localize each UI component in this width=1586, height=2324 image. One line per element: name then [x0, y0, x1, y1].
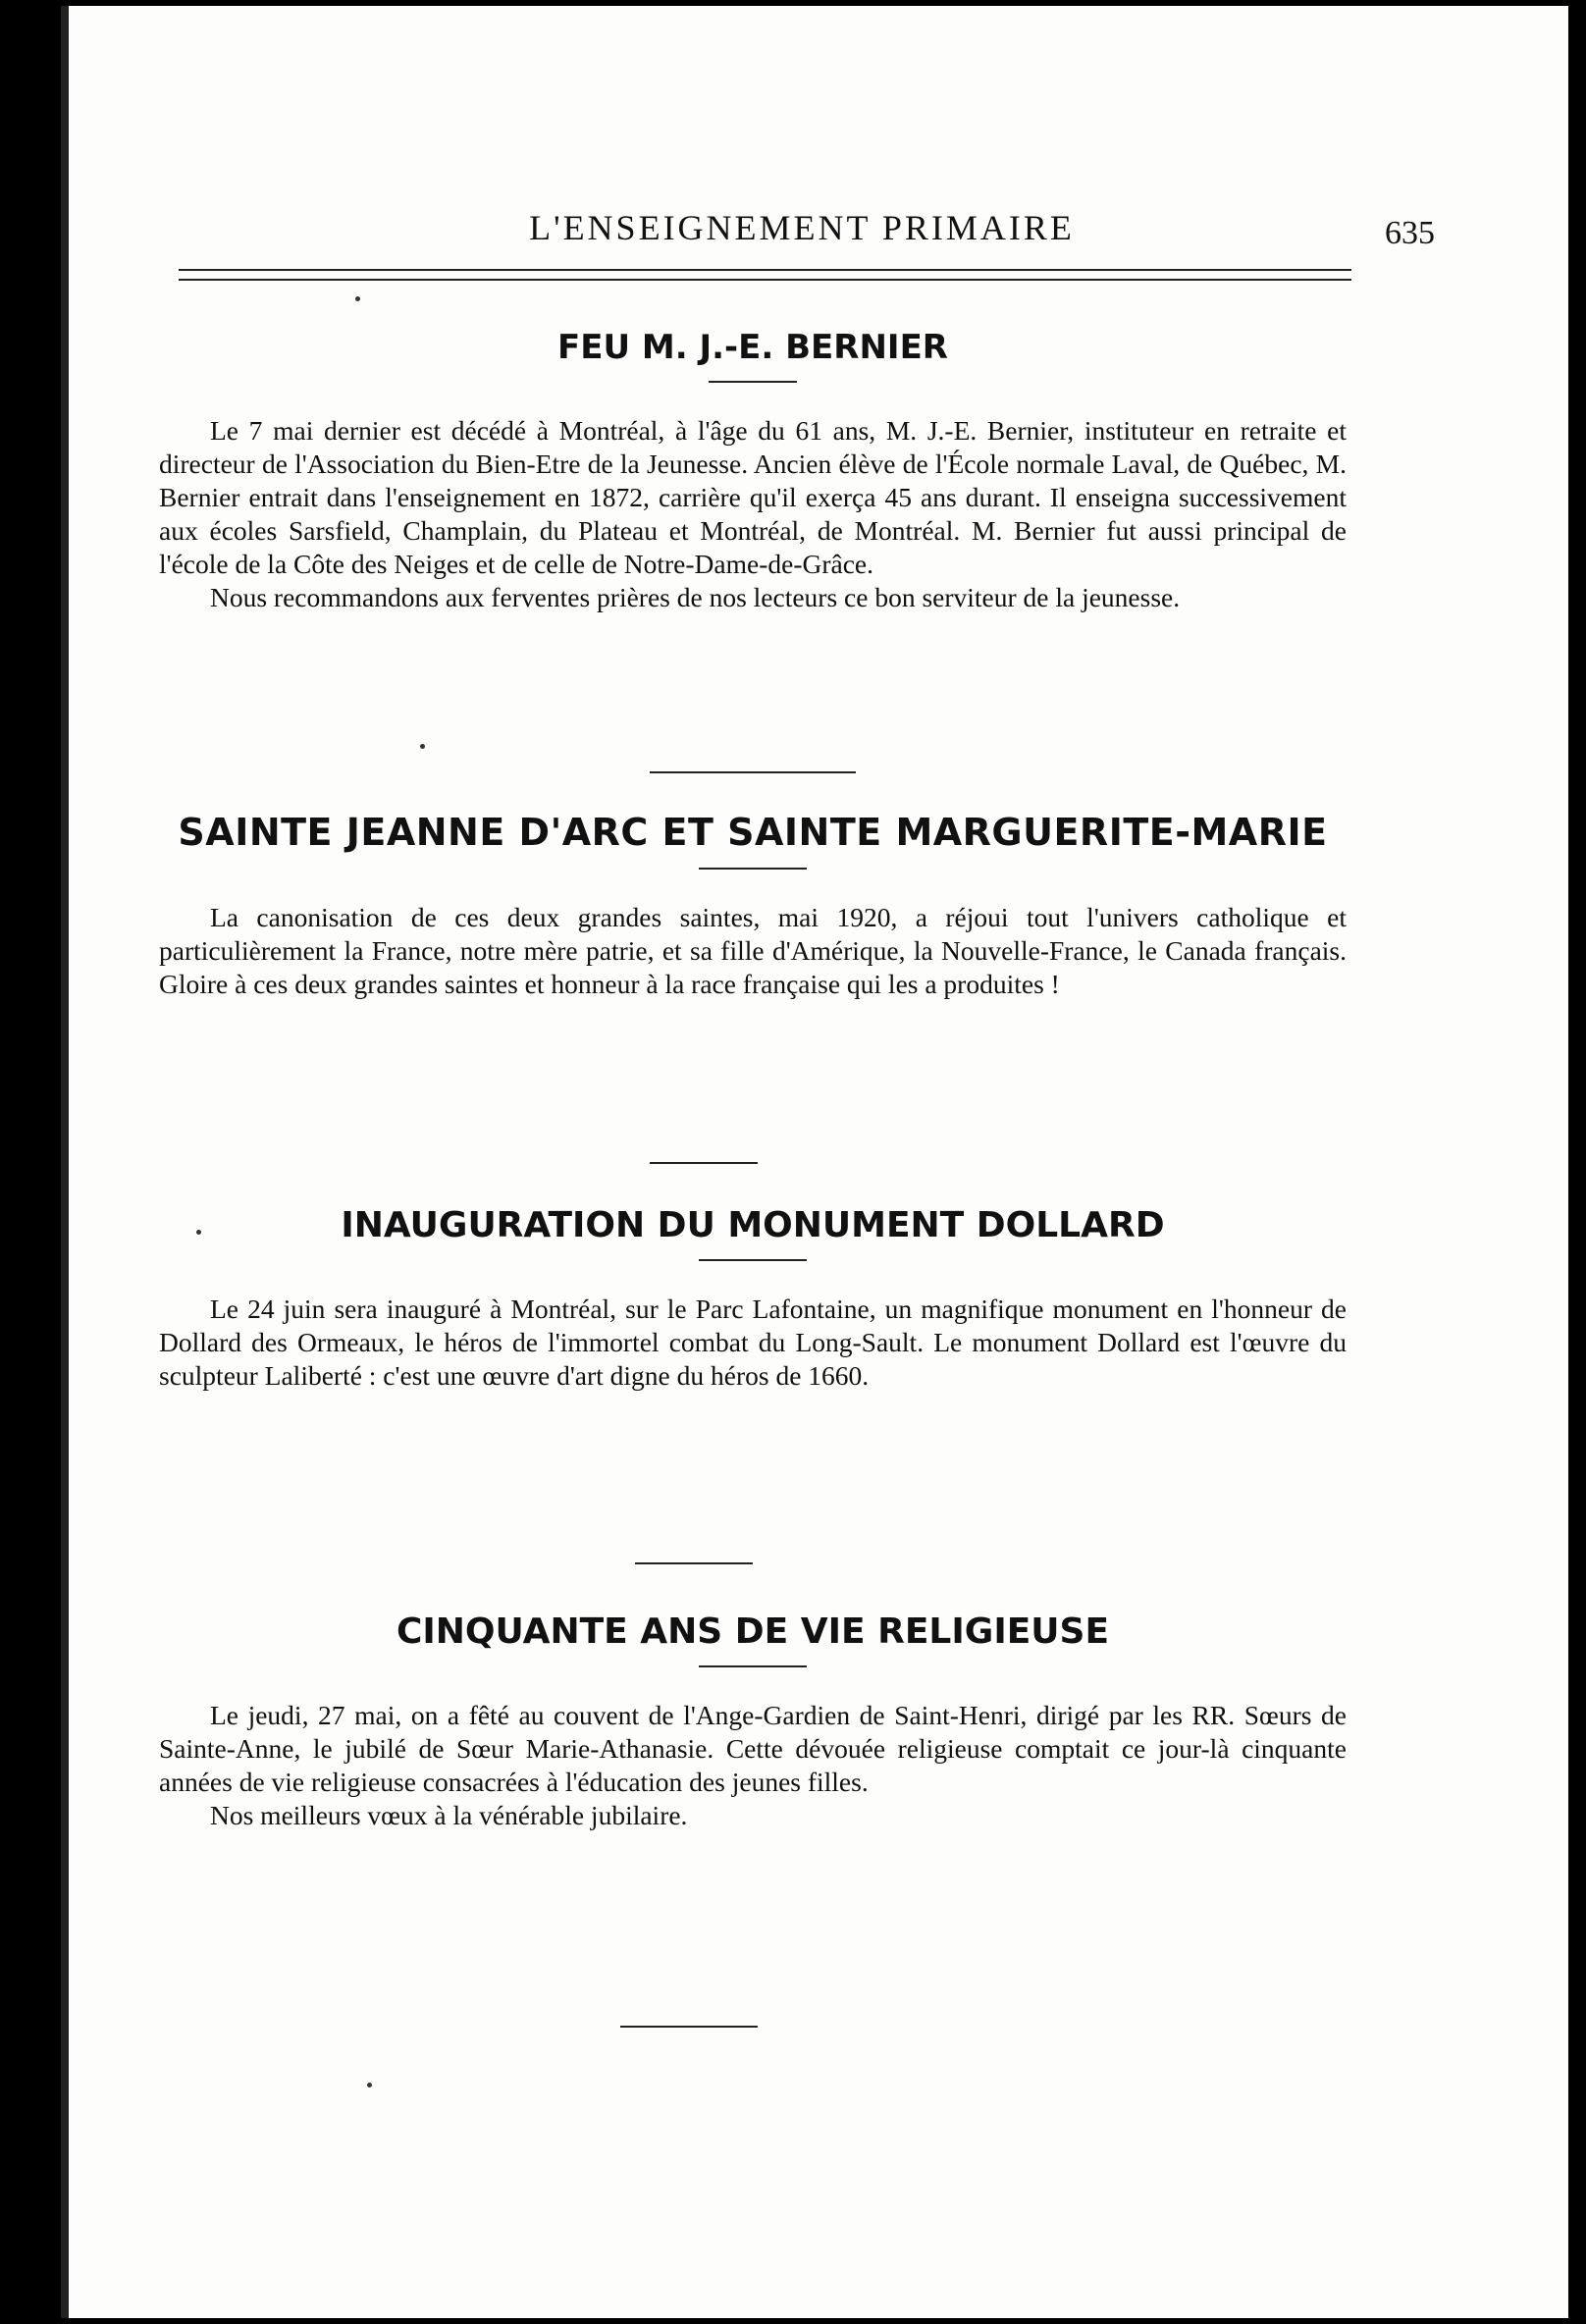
article-dollard [159, 1205, 1347, 1393]
paragraph: Le 24 juin sera inauguré à Montréal, sur le Parc Lafontaine, un magnifique monument en l'honneur de Dollard des Ormeaux, le héros de l'immortel combat du Long-Sault. Le monument Dollard est l'œuvre du sculpteur Laliberté : c'est une œuvre d'art digne du héros de 1660. [159, 1294, 1347, 1391]
section-separator [620, 2026, 758, 2028]
article-title: SAINTE JEANNE D'ARC ET SAINTE MARGUERITE-MARIE [178, 811, 1328, 854]
article-vie-religieuse [159, 1611, 1347, 1832]
article-title: INAUGURATION DU MONUMENT DOLLARD [341, 1205, 1165, 1245]
article-body [159, 1293, 1347, 1393]
paragraph: Le jeudi, 27 mai, on a fêté au couvent de l'Ange-Gardien de Saint-Henri, dirigé par les RR. Sœurs de Sainte-Anne, le jubilé de Sœur Marie-Athanasie. Cette dévouée religieuse comptait ce jour-là cinquante années de vie religieuse consacrées à l'éducation des jeunes filles. [159, 1700, 1347, 1797]
page-number: 635 [1385, 215, 1435, 251]
page-edge-shadow [61, 6, 69, 2318]
scan-speck [367, 2083, 372, 2087]
scan-speck [420, 744, 425, 749]
paragraph: Nous recommandons aux ferventes prières de nos lecteurs ce bon serviteur de la jeunesse. [210, 582, 1181, 612]
paragraph: Le 7 mai dernier est décédé à Montréal, à l'âge du 61 ans, M. J.-E. Bernier, instituteur en retraite et directeur de l'Association du Bien-Etre de la Jeunesse. Ancien élève de l'École normale Laval, de Québec, M. Bernier entrait dans l'enseignement en 1872, carrière qu'il exerça 45 ans durant. Il enseigna successivement aux écoles Sarsfield, Champlain, du Plateau et Montréal, de Montréal. M. Bernier fut aussi principal de l'école de la Côte des Neiges et de celle de Notre-Dame-de-Grâce. [159, 415, 1347, 579]
title-underline [699, 1259, 807, 1261]
title-underline [699, 868, 807, 870]
article-bernier [159, 328, 1347, 614]
article-body [159, 901, 1347, 1001]
header-double-rule [179, 269, 1351, 281]
scanned-page [61, 6, 1568, 2318]
section-separator [650, 1162, 758, 1164]
article-body [159, 1699, 1347, 1832]
article-title: CINQUANTE ANS DE VIE RELIGIEUSE [396, 1611, 1110, 1652]
title-underline [699, 1665, 807, 1667]
paragraph: La canonisation de ces deux grandes saintes, mai 1920, a réjoui tout l'univers catholique et particulièrement la France, notre mère patrie, et sa fille d'Amérique, la Nouvelle-France, le Canada français. Gloire à ces deux grandes saintes et honneur à la race française qui les a produites ! [159, 902, 1347, 999]
title-underline [709, 381, 797, 383]
page-header [188, 207, 1435, 266]
section-separator [635, 1562, 753, 1564]
section-separator [650, 771, 856, 773]
paragraph: Nos meilleurs vœux à la vénérable jubilaire. [210, 1800, 688, 1830]
scan-speck [355, 296, 360, 301]
article-body [159, 414, 1347, 614]
article-title: FEU M. J.-E. BERNIER [557, 328, 948, 367]
scan-speck [196, 1230, 201, 1235]
article-saintes [159, 811, 1347, 1001]
running-head: L'ENSEIGNEMENT PRIMAIRE [529, 208, 1075, 247]
